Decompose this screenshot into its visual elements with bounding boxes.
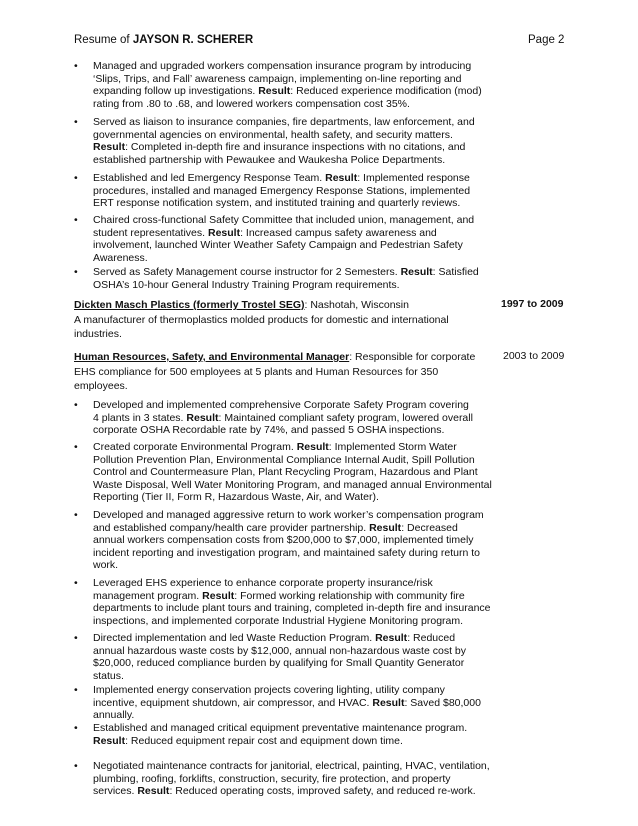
bullet-line: and established company/health care provider partnership. Result: Decreased [93,521,458,534]
bullet-icon: • [74,577,78,589]
bullet-line: Negotiated maintenance contracts for janitorial, electrical, painting, HVAC, ventilation, [93,760,490,772]
bullet-icon: • [74,266,78,278]
company-desc-line: industries. [74,328,122,340]
bullet-icon: • [74,760,78,772]
role-title: Human Resources, Safety, and Environmental Manager [74,351,350,363]
bullet-icon: • [74,632,78,644]
bullet-icon: • [74,214,78,226]
bullet-line: Established and managed critical equipment preventative maintenance program. [93,722,468,734]
bullet-line: Reporting (Tier II, Form R, Hazardous Waste, Air, and Water). [93,491,379,504]
role-desc-line: employees. [74,380,128,392]
bullet-line: Leveraged EHS experience to enhance corporate property insurance/risk [93,577,433,589]
bullet-icon: • [74,172,78,184]
bullet-line: services. Result: Reduced operating costs, improved safety, and reduced re-work. [93,785,476,798]
role-dates: 2003 to 2009 [503,350,565,362]
bullet-line: management program. Result: Formed working relationship with community fire [93,589,465,602]
bullet-line: corporate OSHA Recordable rate by 74%, and passed 5 OSHA inspections. [93,424,445,437]
bullet-line: Waste Disposal, Well Water Monitoring Program, and managed annual Environmental [93,478,492,491]
role-desc-line: EHS compliance for 500 employees at 5 plants and Human Resources for 350 [74,365,439,378]
bullet-line: established partnership with Pewaukee and Waukesha Police Departments. [93,153,446,166]
bullet-line: Directed implementation and led Waste Reduction Program. Result: Reduced [93,632,456,644]
role-block [74,350,574,394]
company-dates: 1997 to 2009 [501,298,564,310]
company-location: : Nashotah, Wisconsin [304,299,409,311]
candidate-name: JAYSON R. SCHERER [132,34,254,46]
bullet-line: inspections, and implemented corporate Industrial Hygiene Monitoring program. [93,614,464,627]
role-desc-line: : Responsible for corporate [349,351,476,363]
bullet-icon: • [74,116,78,128]
bullet-line: Served as liaison to insurance companies, fire departments, law enforcement, and [93,116,475,128]
bullet-line: procedures, installed and managed Emergency Response Stations, implemented [93,184,471,197]
bullet-icon: • [74,60,78,72]
bullet-line: ‘Slips, Trips, and Fall’ awareness campaign, implementing on-line reporting and [93,72,462,85]
bullet-line: status. [93,669,124,682]
bullet-line: Created corporate Environmental Program. Result: Implemented Storm Water [93,441,457,453]
bullet-line: Control and Countermeasure Plan, Plant Recycling Program, Hazardous and Plant [93,466,478,479]
bullet-line: Implemented energy conservation projects covering lighting, utility company [93,684,445,696]
bullet-line: Developed and implemented comprehensive Corporate Safety Program covering [93,399,469,411]
bullet-line: OSHA’s 10-hour General Industry Training Program requirements. [93,278,400,291]
bullet-icon: • [74,684,78,696]
bullet-icon: • [74,399,78,411]
bullet-line: Pollution Prevention Plan, Environmental Compliance Internal Audit, Spill Pollution [93,453,475,466]
bullet-icon: • [74,722,78,734]
bullet-line: governmental agencies on environmental, health safety, and security matters. [93,128,453,141]
bullet-line: $20,000, reduced compliance burden by qualifying for Small Quantity Generator [93,657,465,670]
bullet-line: Chaired cross-functional Safety Committee that included union, management, and [93,214,475,226]
bullet-line: incentive, equipment shutdown, air compressor, and HVAC. Result: Saved $80,000 [93,696,481,709]
bullet-line: work. [93,559,119,572]
bullet-line: expanding follow up investigations. Result: Reduced experience modification (mod) [93,85,482,98]
bullet-line: Awareness. [93,251,148,264]
bullet-line: plumbing, roofing, forklifts, construction, security, fire protection, and property [93,772,451,785]
bullet-line: rating from .80 to .68, and lowered workers compensation cost 35%. [93,97,410,110]
bullet-line: Served as Safety Management course instructor for 2 Semesters. Result: Satisfied [93,266,479,278]
bullet-line: Result: Completed in-depth fire and insurance inspections with no citations, and [93,141,466,154]
bullet-line: departments to include plant tours and training, completed in-depth fire and insurance [93,602,491,615]
company-block [74,298,574,342]
bullet-icon: • [74,441,78,453]
page-header: Resume of JAYSON R. SCHERER [74,34,254,46]
bullet-line: student representatives. Result: Increased campus safety awareness and [93,226,437,239]
bullet-line: incident reporting and investigation program, and maintained safety during return to [93,546,480,559]
bullet-line: annually. [93,709,135,722]
bullet-icon: • [74,509,78,521]
page-number: Page 2 [528,34,565,46]
bullet-line: ERT response notification system, and instituted training and quarterly reviews. [93,197,461,210]
bullet-line: 4 plants in 3 states. Result: Maintained compliant safety program, lowered overall [93,411,473,424]
bullet-line: annual hazardous waste costs by $12,000, annual non-hazardous waste cost by [93,644,466,657]
company-desc-line: A manufacturer of thermoplastics molded products for domestic and international [74,313,449,326]
bullet-line: Established and led Emergency Response Team. Result: Implemented response [93,172,470,184]
company-name: Dickten Masch Plastics (formerly Trostel SEG) [74,299,305,311]
bullet-line: involvement, launched Winter Weather Safety Campaign and Pedestrian Safety [93,239,463,252]
bullet-line: Managed and upgraded workers compensation insurance program by introducing [93,60,472,72]
bullet-line: Result: Reduced equipment repair cost and equipment down time. [93,734,403,747]
bullet-line: Developed and managed aggressive return to work worker’s compensation program [93,509,484,521]
bullet-line: annual workers compensation costs from $200,000 to $7,000, implemented timely [93,534,474,547]
